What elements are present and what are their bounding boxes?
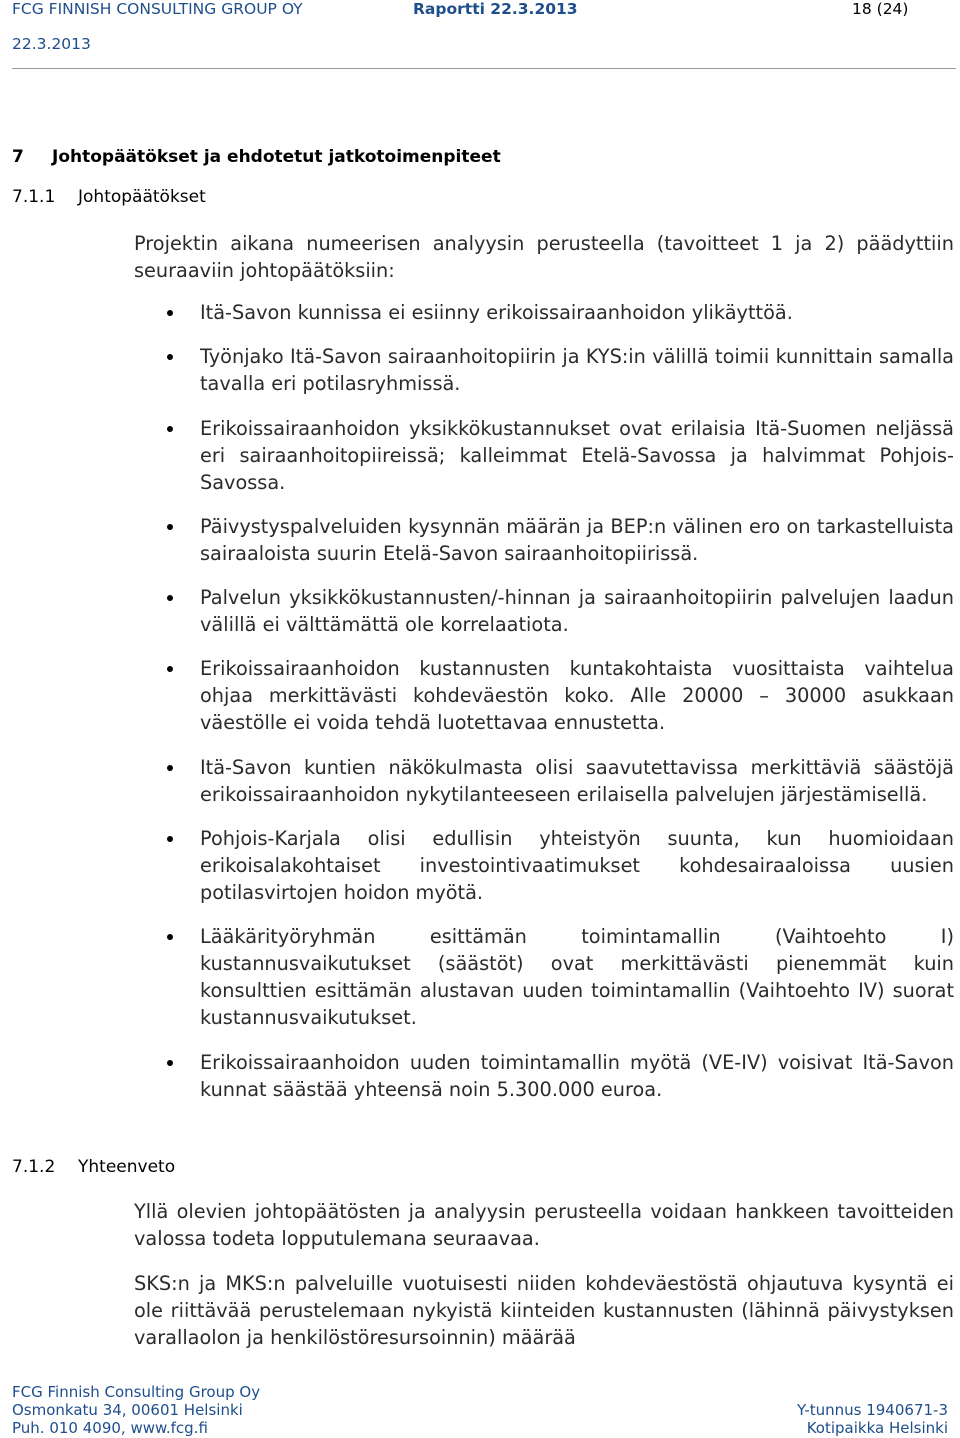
header-date: 22.3.2013	[12, 35, 91, 53]
chapter-heading	[12, 147, 501, 167]
section-heading-conclusions	[12, 187, 206, 207]
bullet-icon	[167, 1060, 173, 1066]
list-item-text: Työnjako Itä-Savon sairaanhoitopiirin ja KYS:in välillä toimii kunnittain samalla tavalla eri potilasryhmissä.	[200, 345, 954, 396]
list-item-text: Itä-Savon kuntien näkökulmasta olisi saavutettavissa merkittäviä säästöjä erikoissairaanhoidon nykytilanteeseen erilaisella palvelujen järjestämisellä.	[200, 755, 954, 806]
list-item-text: Pohjois-Karjala olisi edullisin yhteistyön suunta, kun huomioidaan erikoisalakohtaiset investointivaatimukset kohdesairaaloissa uusien potilasvirtojen hoidon myötä.	[200, 827, 954, 905]
list-item	[134, 299, 954, 326]
list-item-text: Itä-Savon kunnissa ei esiinny erikoissairaanhoidon ylikäyttöä.	[200, 301, 793, 324]
conclusions-list	[134, 299, 954, 1120]
list-item-text: Erikoissairaanhoidon kustannusten kuntakohtaista vuosittaista vaihtelua ohjaa merkittävästi kohdeväestön koko. Alle 20000 – 30000 asukkaan väestölle ei voida tehdä luotettavaa ennustetta.	[200, 657, 954, 735]
section-title: Yhteenveto	[78, 1157, 176, 1177]
bullet-icon	[167, 354, 173, 360]
list-item	[134, 754, 954, 808]
list-item-text: Lääkärityöryhmän esittämän toimintamallin (Vaihtoehto I) kustannusvaikutukset (säästöt) ovat merkittävästi pienemmät kuin konsulttien esittämän alustavan uuden toimintamallin (Vaihtoehto IV) suorat kustannusvaikutukset.	[200, 925, 954, 1030]
list-item	[134, 923, 954, 1031]
bullet-icon	[167, 934, 173, 940]
footer-company: FCG Finnish Consulting Group Oy	[12, 1383, 261, 1401]
conclusions-intro: Projektin aikana numeerisen analyysin perusteella (tavoitteet 1 ja 2) päädyttiin seuraaviin johtopäätöksiin:	[134, 232, 954, 282]
bullet-icon	[167, 524, 173, 530]
list-item-text: Erikoissairaanhoidon uuden toimintamallin myötä (VE-IV) voisivat Itä-Savon kunnat säästää yhteensä noin 5.300.000 euroa.	[200, 1050, 954, 1101]
section-title: Johtopäätökset	[78, 187, 206, 207]
header-page-number: 18 (24)	[852, 0, 909, 18]
list-item	[134, 825, 954, 906]
footer-contact: Puh. 010 4090, www.fcg.fi	[12, 1419, 208, 1437]
chapter-number: 7	[12, 147, 24, 167]
list-item-text: Erikoissairaanhoidon yksikkökustannukset ovat erilaisia Itä-Suomen neljässä eri sairaanhoitopiireissä; kalleimmat Etelä-Savossa ja halvimmat Pohjois-Savossa.	[200, 416, 954, 494]
header-company: FCG FINNISH CONSULTING GROUP OY	[12, 0, 303, 18]
list-item	[134, 343, 954, 397]
bullet-icon	[167, 765, 173, 771]
list-item	[134, 584, 954, 638]
section-number: 7.1.2	[12, 1157, 56, 1177]
bullet-icon	[167, 836, 173, 842]
header-report-title: Raportti 22.3.2013	[413, 0, 578, 18]
summary-paragraph-1: Yllä olevien johtopäätösten ja analyysin perusteella voidaan hankkeen tavoitteiden valossa todeta lopputulemana seuraavaa.	[134, 1200, 954, 1250]
summary-paragraph-2: SKS:n ja MKS:n palveluille vuotuisesti niiden kohdeväestöstä ohjautuva kysyntä ei ole riittävää perustelemaan nykyistä kiinteiden kustannusten (lähinnä päivystyksen varallaolon ja henkilöstöresursoinnin) määrää	[134, 1272, 954, 1349]
footer-address: Osmonkatu 34, 00601 Helsinki	[12, 1401, 243, 1419]
list-item	[134, 415, 954, 496]
bullet-icon	[167, 666, 173, 672]
section-number: 7.1.1	[12, 187, 56, 207]
bullet-icon	[167, 426, 173, 432]
header-divider	[12, 68, 956, 69]
footer-domicile: Kotipaikka Helsinki	[806, 1419, 948, 1437]
list-item-text: Palvelun yksikkökustannusten/-hinnan ja sairaanhoitopiirin palvelujen laadun välillä ei välttämättä ole korrelaatiota.	[200, 586, 954, 637]
bullet-icon	[167, 310, 173, 316]
list-item-text: Päivystyspalveluiden kysynnän määrän ja BEP:n välinen ero on tarkastelluista sairaaloista suurin Etelä-Savon sairaanhoitopiirissä.	[200, 514, 954, 565]
list-item	[134, 513, 954, 567]
footer-business-id: Y-tunnus 1940671-3	[796, 1401, 948, 1419]
list-item	[134, 655, 954, 736]
chapter-title: Johtopäätökset ja ehdotetut jatkotoimenpiteet	[52, 147, 501, 167]
bullet-icon	[167, 595, 173, 601]
list-item	[134, 1049, 954, 1103]
section-heading-summary	[12, 1157, 175, 1177]
